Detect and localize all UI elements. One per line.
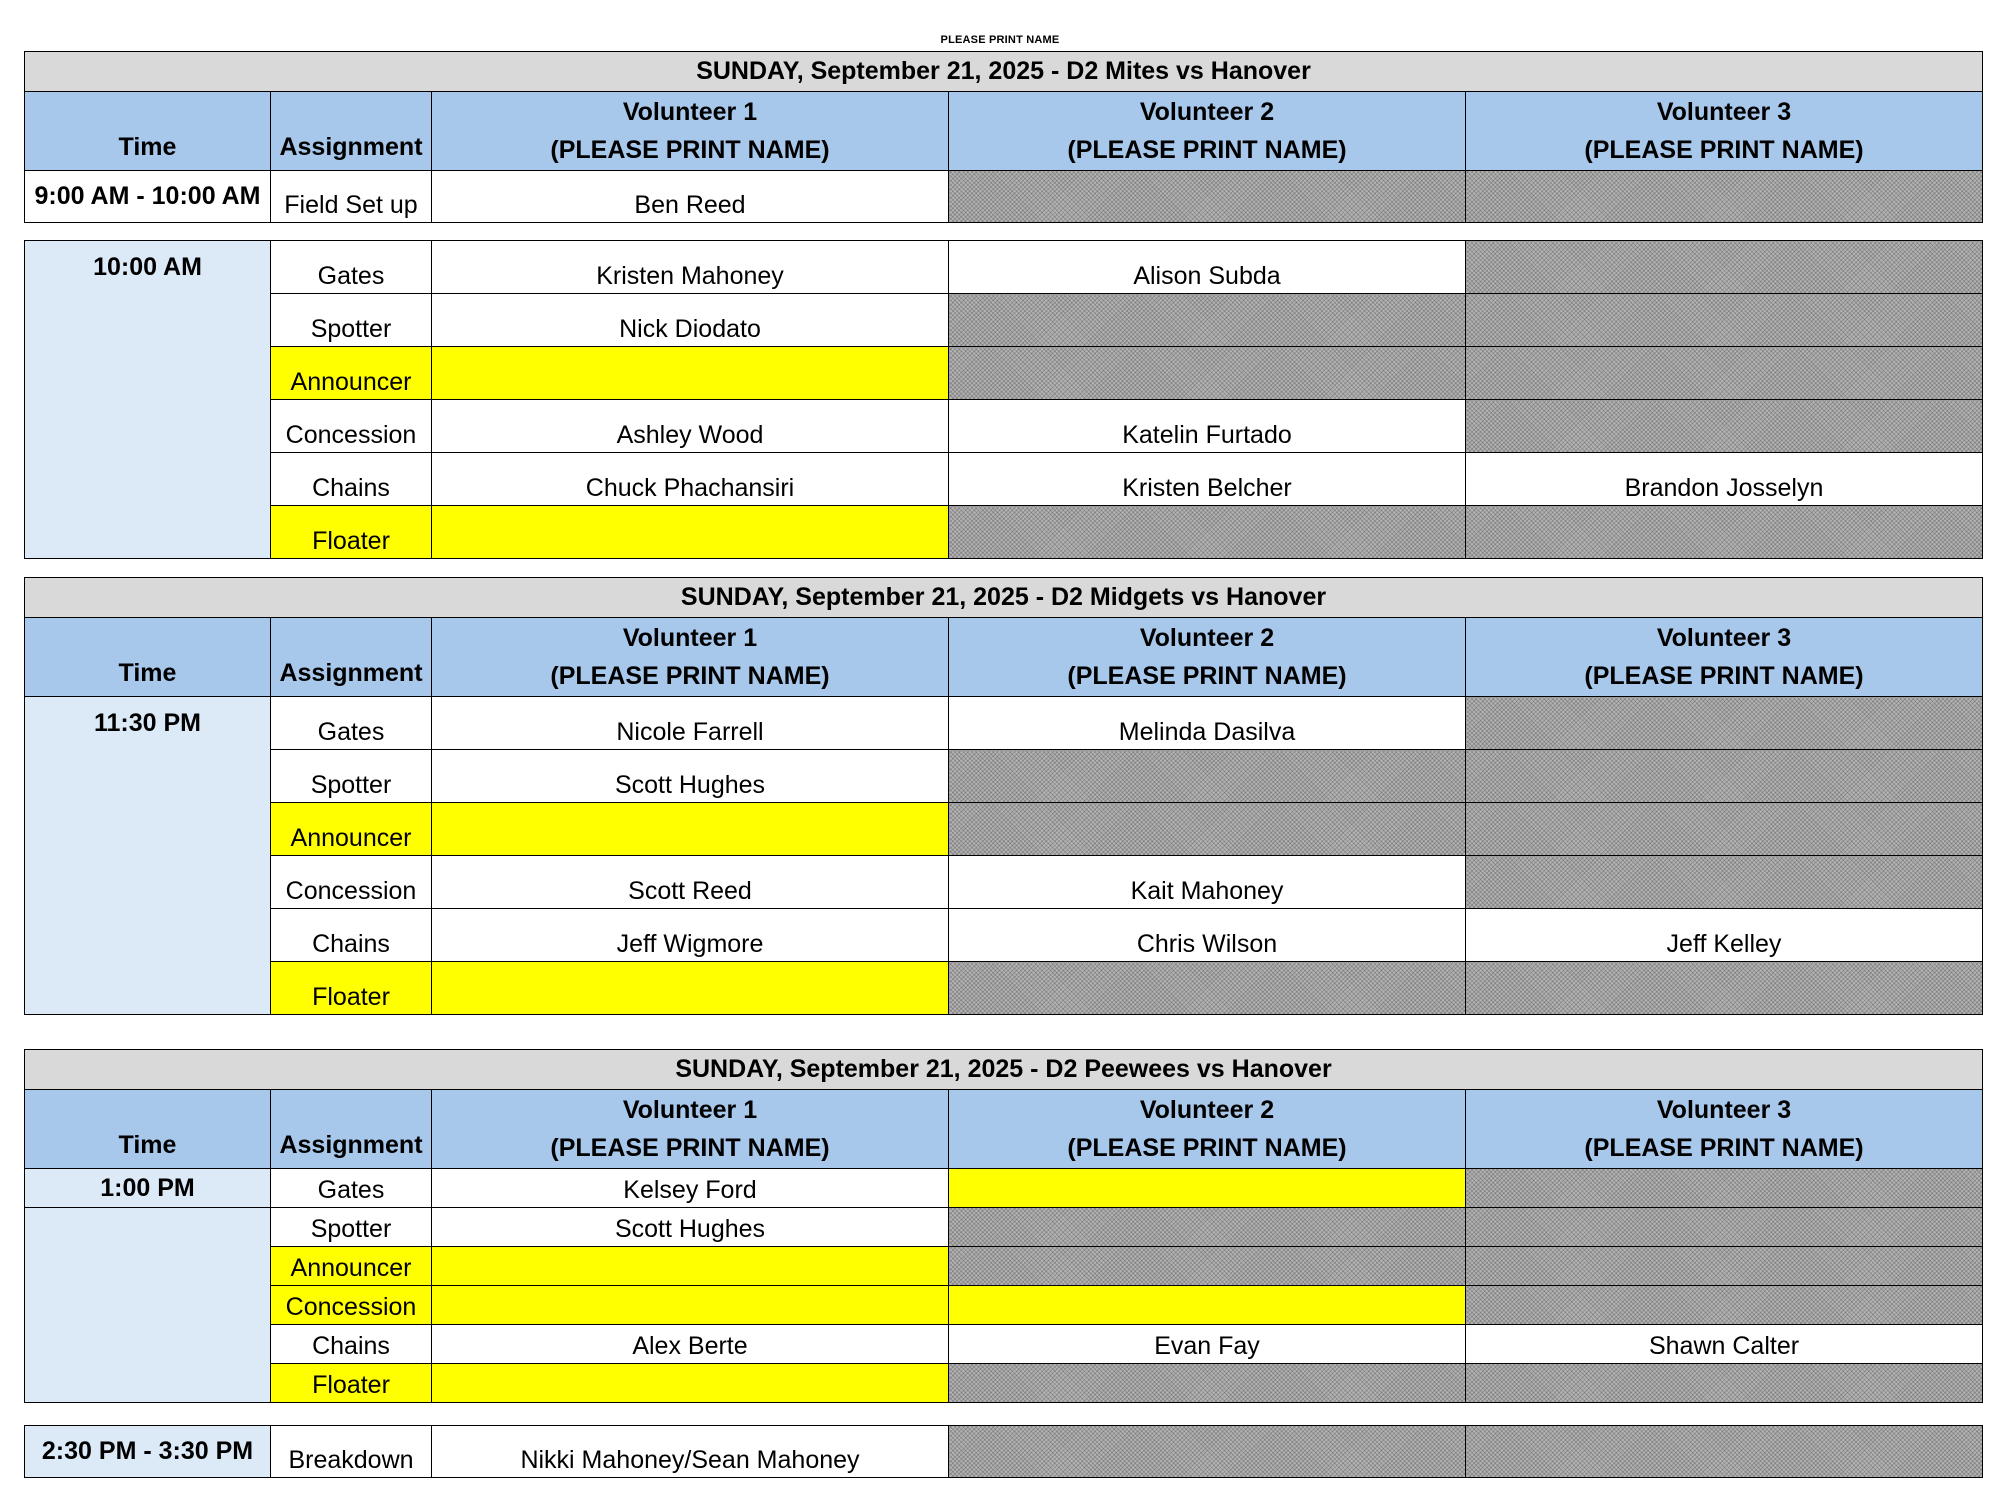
game1-concession-v3-unavailable <box>1466 400 1983 453</box>
game2-gates-v2[interactable]: Melinda Dasilva <box>949 697 1466 750</box>
volunteer-1-header: Volunteer 1 (PLEASE PRINT NAME) <box>432 1090 949 1169</box>
game2-assignment-concession: Concession <box>271 856 432 909</box>
game1-floater-v1-open[interactable] <box>432 506 949 559</box>
game1-assignment-spotter: Spotter <box>271 294 432 347</box>
volunteer-1-header: Volunteer 1 (PLEASE PRINT NAME) <box>432 618 949 697</box>
game1-assignment-concession: Concession <box>271 400 432 453</box>
game1-concession-v1[interactable]: Ashley Wood <box>432 400 949 453</box>
game3-announcer-v1-open[interactable] <box>432 1247 949 1286</box>
game2-table <box>24 577 1983 1015</box>
game2-concession-v2[interactable]: Kait Mahoney <box>949 856 1466 909</box>
game3-spotter-v3-unavailable <box>1466 1208 1983 1247</box>
game1-concession-v2[interactable]: Katelin Furtado <box>949 400 1466 453</box>
game3-floater-v2-unavailable <box>949 1364 1466 1403</box>
game3-table <box>24 1049 1983 1403</box>
volunteer-2-header: Volunteer 2 (PLEASE PRINT NAME) <box>949 92 1466 171</box>
volunteer-1-header: Volunteer 1 (PLEASE PRINT NAME) <box>432 92 949 171</box>
game1-announcer-v2-unavailable <box>949 347 1466 400</box>
game2-announcer-v3-unavailable <box>1466 803 1983 856</box>
game1-spotter-v2-unavailable <box>949 294 1466 347</box>
time-header: Time <box>25 92 271 171</box>
game1-header-table <box>24 51 1983 223</box>
game1-announcer-v1-open[interactable] <box>432 347 949 400</box>
game1-body-table <box>24 240 1983 559</box>
game2-spotter-v2-unavailable <box>949 750 1466 803</box>
game2-chains-v1[interactable]: Jeff Wigmore <box>432 909 949 962</box>
game3-spotter-v1[interactable]: Scott Hughes <box>432 1208 949 1247</box>
breakdown-volunteer-2-unavailable <box>949 1426 1466 1478</box>
volunteer-3-header: Volunteer 3 (PLEASE PRINT NAME) <box>1466 618 1983 697</box>
time-header: Time <box>25 618 271 697</box>
game2-floater-v3-unavailable <box>1466 962 1983 1015</box>
game1-chains-v2[interactable]: Kristen Belcher <box>949 453 1466 506</box>
game3-assignment-gates: Gates <box>271 1169 432 1208</box>
game2-concession-v3-unavailable <box>1466 856 1983 909</box>
game3-time-continuation <box>25 1208 271 1403</box>
game3-announcer-v2-unavailable <box>949 1247 1466 1286</box>
game3-concession-v2-open[interactable] <box>949 1286 1466 1325</box>
game3-time: 1:00 PM <box>25 1169 271 1208</box>
game1-gates-v1[interactable]: Kristen Mahoney <box>432 241 949 294</box>
game2-floater-v2-unavailable <box>949 962 1466 1015</box>
setup-assignment: Field Set up <box>271 171 432 223</box>
game2-spotter-v1[interactable]: Scott Hughes <box>432 750 949 803</box>
game3-assignment-chains: Chains <box>271 1325 432 1364</box>
setup-volunteer-2-unavailable <box>949 171 1466 223</box>
breakdown-time: 2:30 PM - 3:30 PM <box>25 1426 271 1478</box>
game3-chains-v3[interactable]: Shawn Calter <box>1466 1325 1983 1364</box>
setup-time: 9:00 AM - 10:00 AM <box>25 171 271 223</box>
game3-assignment-announcer: Announcer <box>271 1247 432 1286</box>
volunteer-2-header: Volunteer 2 (PLEASE PRINT NAME) <box>949 618 1466 697</box>
game3-chains-v2[interactable]: Evan Fay <box>949 1325 1466 1364</box>
game2-gates-v3-unavailable <box>1466 697 1983 750</box>
breakdown-volunteer-1[interactable]: Nikki Mahoney/Sean Mahoney <box>432 1426 949 1478</box>
game2-time: 11:30 PM <box>25 697 271 1015</box>
game3-chains-v1[interactable]: Alex Berte <box>432 1325 949 1364</box>
game3-floater-v3-unavailable <box>1466 1364 1983 1403</box>
game2-concession-v1[interactable]: Scott Reed <box>432 856 949 909</box>
game1-title: SUNDAY, September 21, 2025 - D2 Mites vs Hanover <box>25 52 1983 92</box>
game1-announcer-v3-unavailable <box>1466 347 1983 400</box>
breakdown-assignment: Breakdown <box>271 1426 432 1478</box>
game3-concession-v3-unavailable <box>1466 1286 1983 1325</box>
game1-assignment-gates: Gates <box>271 241 432 294</box>
game2-assignment-spotter: Spotter <box>271 750 432 803</box>
setup-volunteer-1[interactable]: Ben Reed <box>432 171 949 223</box>
volunteer-3-header: Volunteer 3 (PLEASE PRINT NAME) <box>1466 92 1983 171</box>
game3-assignment-spotter: Spotter <box>271 1208 432 1247</box>
game1-assignment-announcer: Announcer <box>271 347 432 400</box>
setup-volunteer-3-unavailable <box>1466 171 1983 223</box>
game3-assignment-floater: Floater <box>271 1364 432 1403</box>
game1-gates-v2[interactable]: Alison Subda <box>949 241 1466 294</box>
time-header: Time <box>25 1090 271 1169</box>
game2-announcer-v2-unavailable <box>949 803 1466 856</box>
game2-chains-v2[interactable]: Chris Wilson <box>949 909 1466 962</box>
game1-time: 10:00 AM <box>25 241 271 559</box>
game2-assignment-gates: Gates <box>271 697 432 750</box>
assignment-header: Assignment <box>271 1090 432 1169</box>
game3-announcer-v3-unavailable <box>1466 1247 1983 1286</box>
game2-floater-v1-open[interactable] <box>432 962 949 1015</box>
game1-floater-v2-unavailable <box>949 506 1466 559</box>
game3-gates-v2-open[interactable] <box>949 1169 1466 1208</box>
game3-assignment-concession: Concession <box>271 1286 432 1325</box>
game3-title: SUNDAY, September 21, 2025 - D2 Peewees vs Hanover <box>25 1050 1983 1090</box>
game2-chains-v3[interactable]: Jeff Kelley <box>1466 909 1983 962</box>
game1-assignment-chains: Chains <box>271 453 432 506</box>
game2-spotter-v3-unavailable <box>1466 750 1983 803</box>
breakdown-volunteer-3-unavailable <box>1466 1426 1983 1478</box>
game2-announcer-v1-open[interactable] <box>432 803 949 856</box>
game3-floater-v1-open[interactable] <box>432 1364 949 1403</box>
game1-chains-v3[interactable]: Brandon Josselyn <box>1466 453 1983 506</box>
game2-title: SUNDAY, September 21, 2025 - D2 Midgets vs Hanover <box>25 578 1983 618</box>
game1-spotter-v1[interactable]: Nick Diodato <box>432 294 949 347</box>
game3-gates-v3-unavailable <box>1466 1169 1983 1208</box>
volunteer-3-header: Volunteer 3 (PLEASE PRINT NAME) <box>1466 1090 1983 1169</box>
game1-spotter-v3-unavailable <box>1466 294 1983 347</box>
game2-assignment-announcer: Announcer <box>271 803 432 856</box>
game1-gates-v3-unavailable <box>1466 241 1983 294</box>
game2-gates-v1[interactable]: Nicole Farrell <box>432 697 949 750</box>
game3-gates-v1[interactable]: Kelsey Ford <box>432 1169 949 1208</box>
game3-spotter-v2-unavailable <box>949 1208 1466 1247</box>
game1-assignment-floater: Floater <box>271 506 432 559</box>
game2-assignment-floater: Floater <box>271 962 432 1015</box>
assignment-header: Assignment <box>271 92 432 171</box>
volunteer-2-header: Volunteer 2 (PLEASE PRINT NAME) <box>949 1090 1466 1169</box>
game2-assignment-chains: Chains <box>271 909 432 962</box>
print-name-note: PLEASE PRINT NAME <box>940 34 1060 46</box>
game3-concession-v1-open[interactable] <box>432 1286 949 1325</box>
assignment-header: Assignment <box>271 618 432 697</box>
game1-floater-v3-unavailable <box>1466 506 1983 559</box>
game1-chains-v1[interactable]: Chuck Phachansiri <box>432 453 949 506</box>
breakdown-table <box>24 1425 1983 1478</box>
